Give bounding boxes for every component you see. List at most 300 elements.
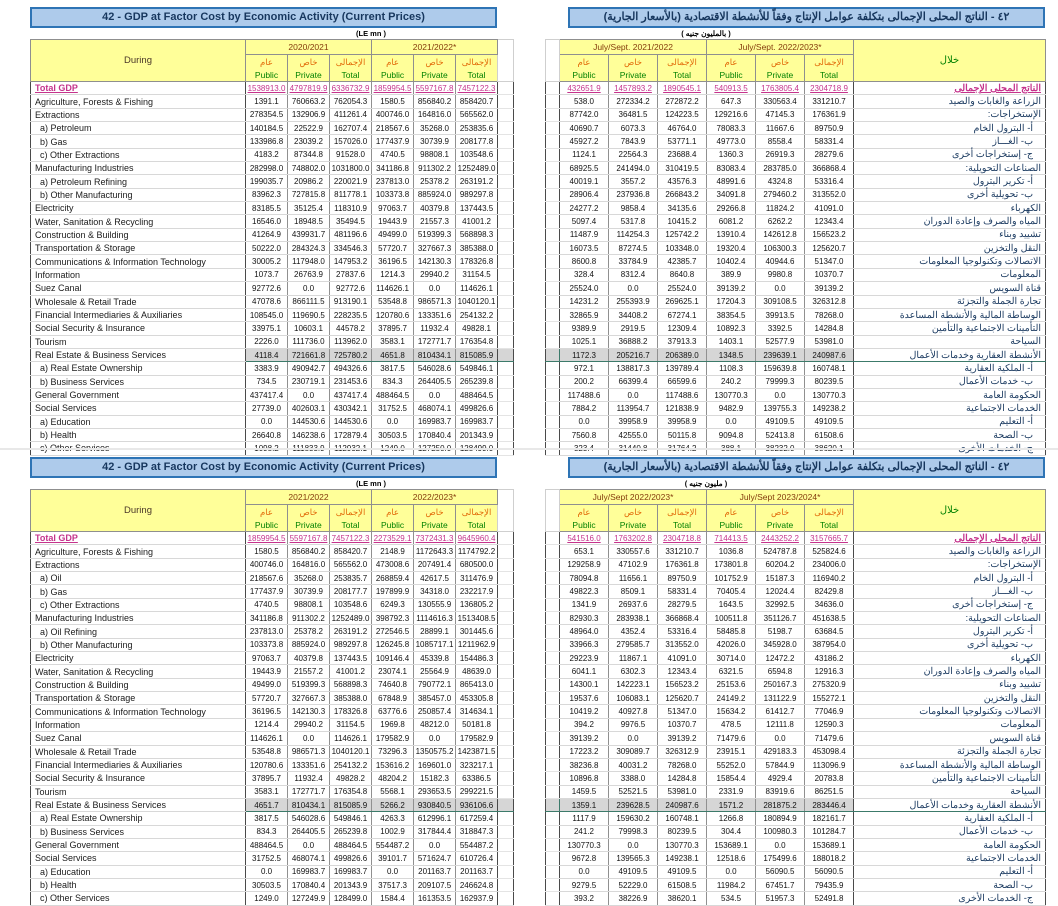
spacer-cell <box>498 598 514 611</box>
table-row <box>546 558 1046 571</box>
cell-value: 281875.2 <box>756 798 805 811</box>
row-label-arabic: تجارة الجملة والتجزئة <box>854 295 1046 308</box>
cell-value: 177437.9 <box>372 135 414 148</box>
spacer-cell <box>498 282 514 295</box>
cell-value: 52413.8 <box>756 428 805 441</box>
cell-value: 301445.6 <box>456 625 498 638</box>
cell-value: 494326.6 <box>330 362 372 375</box>
cell-value: 7843.9 <box>609 135 658 148</box>
cell-value: 49828.1 <box>456 322 498 335</box>
cell-value: 111736.0 <box>288 335 330 348</box>
table-row <box>31 375 514 388</box>
spacer-cell <box>546 825 560 838</box>
cell-value: 885924.0 <box>288 638 330 651</box>
cell-value: 49109.5 <box>609 865 658 878</box>
cell-value: 206389.0 <box>658 348 707 361</box>
cell-value: 38232.0 <box>756 442 805 455</box>
row-label-arabic: الصناعات التحويلية: <box>854 612 1046 625</box>
spacer-cell <box>546 865 560 878</box>
row-label-arabic: ب- خدمات الأعمال <box>854 825 1046 838</box>
cell-value: 714413.5 <box>707 532 756 545</box>
table-row <box>546 745 1046 758</box>
cell-value: 0.0 <box>609 732 658 745</box>
table-row <box>546 865 1046 878</box>
cell-value: 5097.4 <box>560 215 609 228</box>
cell-value: 811778.1 <box>330 188 372 201</box>
private-column-header: خاص Private <box>609 505 658 532</box>
row-label-english: c) Other Extractions <box>31 148 246 161</box>
cell-value: 1114616.3 <box>414 612 456 625</box>
cell-value: 834.3 <box>246 825 288 838</box>
cell-value: 328.4 <box>560 268 609 281</box>
public-column-header: عام Public <box>707 505 756 532</box>
table-row <box>546 295 1046 308</box>
spacer-cell <box>546 718 560 731</box>
cell-value: 15187.3 <box>756 572 805 585</box>
cell-value: 228235.5 <box>330 308 372 321</box>
gdp-table-english-top <box>30 39 514 456</box>
cell-value: 986571.3 <box>288 745 330 758</box>
cell-value: 71479.6 <box>707 732 756 745</box>
cell-value: 647.3 <box>707 95 756 108</box>
row-label-english: Agriculture, Forests & Fishing <box>31 95 246 108</box>
cell-value: 125742.2 <box>658 228 707 241</box>
cell-value: 310419.5 <box>658 162 707 175</box>
cell-value: 4263.3 <box>372 812 414 825</box>
cell-value: 12343.4 <box>805 215 854 228</box>
cell-value: 120780.6 <box>246 758 288 771</box>
cell-value: 0.0 <box>560 865 609 878</box>
cell-value: 41001.2 <box>456 215 498 228</box>
private-column-header: خاص Private <box>609 55 658 82</box>
cell-value: 1172.3 <box>560 348 609 361</box>
row-label-english: Wholesale & Retail Trade <box>31 745 246 758</box>
row-label-english: Communications & Information Technology <box>31 255 246 268</box>
cell-value: 266843.2 <box>658 188 707 201</box>
spacer-cell <box>546 612 560 625</box>
row-label-english: Suez Canal <box>31 732 246 745</box>
cell-value: 314634.1 <box>456 705 498 718</box>
row-label-arabic: الكهرباء <box>854 202 1046 215</box>
cell-value: 25564.9 <box>414 665 456 678</box>
cell-value: 201163.7 <box>414 865 456 878</box>
public-column-header: عام Public <box>372 55 414 82</box>
cell-value: 48212.0 <box>414 718 456 731</box>
cell-value: 727815.8 <box>288 188 330 201</box>
cell-value: 19443.9 <box>372 215 414 228</box>
row-label-english: a) Petroleum Refining <box>31 175 246 188</box>
cell-value: 334546.3 <box>330 242 372 255</box>
cell-value: 39958.9 <box>609 415 658 428</box>
row-label-english: b) Gas <box>31 135 246 148</box>
table-row <box>546 108 1046 121</box>
table-row <box>546 335 1046 348</box>
cell-value: 130770.3 <box>805 388 854 401</box>
cell-value: 341186.8 <box>372 162 414 175</box>
table-title-arabic: ٤٢ - الناتج المحلى الإجمالى بتكلفة عوامل الإنتاج وفقاً للأنشطة الاقتصادية (بالأسعار الجارية) <box>568 7 1045 28</box>
table-row <box>546 215 1046 228</box>
cell-value: 114626.1 <box>246 732 288 745</box>
row-label-english: Social Services <box>31 852 246 865</box>
cell-value: 478.5 <box>707 718 756 731</box>
spacer-cell <box>498 865 514 878</box>
cell-value: 156523.2 <box>658 678 707 691</box>
cell-value: 40379.8 <box>288 652 330 665</box>
cell-value: 39139.2 <box>658 732 707 745</box>
spacer-cell <box>546 242 560 255</box>
row-label-arabic: التأمينات الاجتماعية والتأمين <box>854 322 1046 335</box>
cell-value: 1459.5 <box>560 785 609 798</box>
cell-value: 87344.8 <box>288 148 330 161</box>
spacer-cell <box>498 188 514 201</box>
spacer-cell <box>546 175 560 188</box>
spacer-header <box>546 40 560 82</box>
cell-value: 87742.0 <box>560 108 609 121</box>
cell-value: 24149.2 <box>707 692 756 705</box>
table-row <box>31 162 514 175</box>
cell-value: 12111.8 <box>756 718 805 731</box>
cell-value: 0.0 <box>372 865 414 878</box>
spacer-cell <box>498 322 514 335</box>
row-label-arabic: أ- التعليم <box>854 415 1046 428</box>
spacer-cell <box>498 878 514 891</box>
cell-value: 11867.1 <box>609 652 658 665</box>
public-column-header: عام Public <box>707 55 756 82</box>
cell-value: 36481.5 <box>609 108 658 121</box>
cell-value: 283785.0 <box>756 162 805 175</box>
cell-value: 8600.8 <box>560 255 609 268</box>
cell-value: 1211962.9 <box>456 638 498 651</box>
spacer-cell <box>498 148 514 161</box>
cell-value: 1040120.1 <box>456 295 498 308</box>
cell-value: 29940.2 <box>414 268 456 281</box>
cell-value: 30503.5 <box>246 878 288 891</box>
spacer-cell <box>498 82 514 95</box>
row-label-arabic: المياه والصرف وإعادة الدوران <box>854 215 1046 228</box>
cell-value: 9094.8 <box>707 428 756 441</box>
year-group-header: 2021/2022* <box>372 40 498 55</box>
cell-value: 432651.9 <box>560 82 609 95</box>
cell-value: 92772.6 <box>330 282 372 295</box>
cell-value: 98808.1 <box>414 148 456 161</box>
cell-value: 565562.0 <box>456 108 498 121</box>
cell-value: 10370.7 <box>658 718 707 731</box>
cell-value: 179582.9 <box>372 732 414 745</box>
unit-label-english: (LE mn ) <box>356 479 386 488</box>
cell-value: 153616.2 <box>372 758 414 771</box>
cell-value: 20986.2 <box>288 175 330 188</box>
cell-value: 15854.4 <box>707 772 756 785</box>
cell-value: 0.0 <box>756 732 805 745</box>
cell-value: 80239.5 <box>658 825 707 838</box>
cell-value: 172771.7 <box>414 335 456 348</box>
during-header: During <box>31 490 246 532</box>
table-row <box>546 625 1046 638</box>
total-column-header: الإجمالى Total <box>805 55 854 82</box>
spacer-cell <box>498 892 514 905</box>
cell-value: 160748.1 <box>805 362 854 375</box>
cell-value: 176361.8 <box>658 558 707 571</box>
spacer-cell <box>498 665 514 678</box>
cell-value: 481196.6 <box>330 228 372 241</box>
row-label-english: Extractions <box>31 108 246 121</box>
spacer-cell <box>546 532 560 545</box>
cell-value: 172771.7 <box>288 785 330 798</box>
spacer-cell <box>498 558 514 571</box>
cell-value: 7560.8 <box>560 428 609 441</box>
cell-value: 127250.0 <box>414 442 456 455</box>
cell-value: 8640.8 <box>658 268 707 281</box>
cell-value: 26640.8 <box>246 428 288 441</box>
row-label-english: Real Estate & Business Services <box>31 348 246 361</box>
cell-value: 19537.6 <box>560 692 609 705</box>
cell-value: 117488.6 <box>658 388 707 401</box>
cell-value: 311476.9 <box>456 572 498 585</box>
cell-value: 124223.5 <box>658 108 707 121</box>
cell-value: 239639.1 <box>756 348 805 361</box>
cell-value: 12916.3 <box>805 665 854 678</box>
cell-value: 11824.2 <box>756 202 805 215</box>
row-label-arabic: أ- البترول الخام <box>854 572 1046 585</box>
cell-value: 30739.9 <box>414 135 456 148</box>
cell-value: 46764.0 <box>658 122 707 135</box>
cell-value: 540913.5 <box>707 82 756 95</box>
cell-value: 78083.3 <box>707 122 756 135</box>
cell-value: 2331.9 <box>707 785 756 798</box>
spacer-cell <box>546 362 560 375</box>
table-row <box>31 865 514 878</box>
cell-value: 38354.5 <box>707 308 756 321</box>
cell-value: 972.1 <box>560 362 609 375</box>
cell-value: 283938.1 <box>609 612 658 625</box>
cell-value: 36196.5 <box>246 705 288 718</box>
cell-value: 231453.6 <box>330 375 372 388</box>
cell-value: 131122.9 <box>756 692 805 705</box>
cell-value: 1359.1 <box>560 798 609 811</box>
row-label-arabic: الزراعة والغابات والصيد <box>854 545 1046 558</box>
cell-value: 1040120.1 <box>330 745 372 758</box>
cell-value: 82429.8 <box>805 585 854 598</box>
cell-value: 7372431.3 <box>414 532 456 545</box>
cell-value: 48991.6 <box>707 175 756 188</box>
cell-value: 279585.7 <box>609 638 658 651</box>
cell-value: 139755.3 <box>756 402 805 415</box>
row-label-arabic: تشييد وبناء <box>854 678 1046 691</box>
cell-value: 4352.4 <box>609 625 658 638</box>
spacer-cell <box>546 705 560 718</box>
table-row <box>546 282 1046 295</box>
row-label-arabic: ج- الخدمات الأخرى <box>854 892 1046 905</box>
cell-value: 48639.0 <box>456 665 498 678</box>
cell-value: 1763805.4 <box>756 82 805 95</box>
cell-value: 36888.2 <box>609 335 658 348</box>
cell-value: 82930.3 <box>560 612 609 625</box>
cell-value: 1214.4 <box>246 718 288 731</box>
cell-value: 147953.2 <box>330 255 372 268</box>
cell-value: 263191.2 <box>330 625 372 638</box>
cell-value: 541516.0 <box>560 532 609 545</box>
cell-value: 549846.1 <box>330 812 372 825</box>
cell-value: 1350575.2 <box>414 745 456 758</box>
cell-value: 47145.3 <box>756 108 805 121</box>
cell-value: 23074.1 <box>372 665 414 678</box>
cell-value: 114626.1 <box>330 732 372 745</box>
cell-value: 10896.8 <box>560 772 609 785</box>
cell-value: 25153.6 <box>707 678 756 691</box>
cell-value: 326312.9 <box>658 745 707 758</box>
cell-value: 113962.0 <box>330 335 372 348</box>
row-label-arabic: الإستخراجات: <box>854 108 1046 121</box>
table-row <box>31 825 514 838</box>
table-row <box>546 638 1046 651</box>
table-row <box>31 268 514 281</box>
cell-value: 1172643.3 <box>414 545 456 558</box>
cell-value: 10415.2 <box>658 215 707 228</box>
spacer-cell <box>546 798 560 811</box>
cell-value: 525824.6 <box>805 545 854 558</box>
cell-value: 230719.1 <box>288 375 330 388</box>
cell-value: 1036.8 <box>707 545 756 558</box>
table-row <box>546 388 1046 401</box>
cell-value: 39958.9 <box>658 415 707 428</box>
spacer-cell <box>498 335 514 348</box>
cell-value: 176354.8 <box>456 335 498 348</box>
row-label-english: Social Services <box>31 402 246 415</box>
public-column-header: عام Public <box>372 505 414 532</box>
cell-value: 250167.3 <box>756 678 805 691</box>
cell-value: 89750.9 <box>658 572 707 585</box>
cell-value: 815085.9 <box>456 348 498 361</box>
spacer-cell <box>546 268 560 281</box>
row-label-arabic: ب- الصحة <box>854 428 1046 441</box>
cell-value: 91528.0 <box>330 148 372 161</box>
spacer-cell <box>498 255 514 268</box>
table-row <box>31 798 514 811</box>
cell-value: 815085.9 <box>330 798 372 811</box>
cell-value: 10892.3 <box>707 322 756 335</box>
spacer-cell <box>498 242 514 255</box>
cell-value: 177437.9 <box>246 585 288 598</box>
table-row <box>546 428 1046 441</box>
cell-value: 1124.1 <box>560 148 609 161</box>
cell-value: 568898.3 <box>456 228 498 241</box>
table-row <box>31 838 514 851</box>
cell-value: 37895.7 <box>246 772 288 785</box>
spacer-cell <box>498 745 514 758</box>
table-row <box>31 705 514 718</box>
row-label-arabic: الصناعات التحويلية: <box>854 162 1046 175</box>
cell-value: 43576.3 <box>658 175 707 188</box>
spacer-cell <box>498 772 514 785</box>
cell-value: 58485.8 <box>707 625 756 638</box>
cell-value: 389.9 <box>707 268 756 281</box>
row-label-english: Transportation & Storage <box>31 692 246 705</box>
cell-value: 67451.7 <box>756 878 805 891</box>
cell-value: 275320.9 <box>805 678 854 691</box>
cell-value: 241.2 <box>560 825 609 838</box>
cell-value: 0.0 <box>707 415 756 428</box>
table-row <box>546 162 1046 175</box>
cell-value: 1098.2 <box>246 442 288 455</box>
table-row <box>31 892 514 905</box>
cell-value: 57844.9 <box>756 758 805 771</box>
spacer-cell <box>498 228 514 241</box>
cell-value: 34408.2 <box>609 308 658 321</box>
cell-value: 323.4 <box>560 442 609 455</box>
spacer-cell <box>546 388 560 401</box>
table-row <box>31 228 514 241</box>
cell-value: 169601.0 <box>414 758 456 771</box>
table-row <box>31 215 514 228</box>
cell-value: 366868.4 <box>658 612 707 625</box>
cell-value: 0.0 <box>756 282 805 295</box>
row-label-english: Extractions <box>31 558 246 571</box>
cell-value: 106300.3 <box>756 242 805 255</box>
cell-value: 936106.6 <box>456 798 498 811</box>
spacer-cell <box>546 665 560 678</box>
cell-value: 66599.6 <box>658 375 707 388</box>
cell-value: 28899.1 <box>414 625 456 638</box>
cell-value: 97063.7 <box>246 652 288 665</box>
cell-value: 30739.9 <box>288 585 330 598</box>
cell-value: 100980.3 <box>756 825 805 838</box>
table-row <box>31 322 514 335</box>
cell-value: 20783.8 <box>805 772 854 785</box>
cell-value: 1571.2 <box>707 798 756 811</box>
cell-value: 272546.5 <box>372 625 414 638</box>
cell-value: 330563.4 <box>756 95 805 108</box>
spacer-cell <box>546 892 560 905</box>
cell-value: 169983.7 <box>456 415 498 428</box>
cell-value: 101752.9 <box>707 572 756 585</box>
cell-value: 33975.1 <box>246 322 288 335</box>
row-label-arabic: الاتصالات وتكنولوجيا المعلومات <box>854 705 1046 718</box>
table-row <box>31 402 514 415</box>
cell-value: 49822.3 <box>560 585 609 598</box>
row-label-arabic: السياحة <box>854 335 1046 348</box>
spacer-cell <box>546 732 560 745</box>
cell-value: 2273529.1 <box>372 532 414 545</box>
row-label-english: a) Oil Refining <box>31 625 246 638</box>
cell-value: 9482.9 <box>707 402 756 415</box>
cell-value: 159630.2 <box>609 812 658 825</box>
spacer-cell <box>498 585 514 598</box>
cell-value: 31764.2 <box>658 442 707 455</box>
table-row <box>546 678 1046 691</box>
cell-value: 16546.0 <box>246 215 288 228</box>
row-label-english: Communications & Information Technology <box>31 705 246 718</box>
spacer-cell <box>546 852 560 865</box>
spacer-cell <box>546 322 560 335</box>
cell-value: 40379.8 <box>414 202 456 215</box>
gdp-table-arabic-bottom <box>545 489 1046 906</box>
cell-value: 130770.3 <box>560 838 609 851</box>
spacer-cell <box>546 188 560 201</box>
row-label-arabic: قناة السويس <box>854 732 1046 745</box>
public-column-header: عام Public <box>560 505 609 532</box>
table-row <box>31 785 514 798</box>
cell-value: 437417.4 <box>330 388 372 401</box>
spacer-cell <box>546 255 560 268</box>
table-row <box>31 348 514 361</box>
cell-value: 11984.2 <box>707 878 756 891</box>
cell-value: 38236.8 <box>560 758 609 771</box>
cell-value: 53981.0 <box>658 785 707 798</box>
cell-value: 385457.0 <box>414 692 456 705</box>
row-label-english: b) Health <box>31 428 246 441</box>
row-label-arabic: النقل والتخزين <box>854 692 1046 705</box>
cell-value: 34318.0 <box>414 585 456 598</box>
